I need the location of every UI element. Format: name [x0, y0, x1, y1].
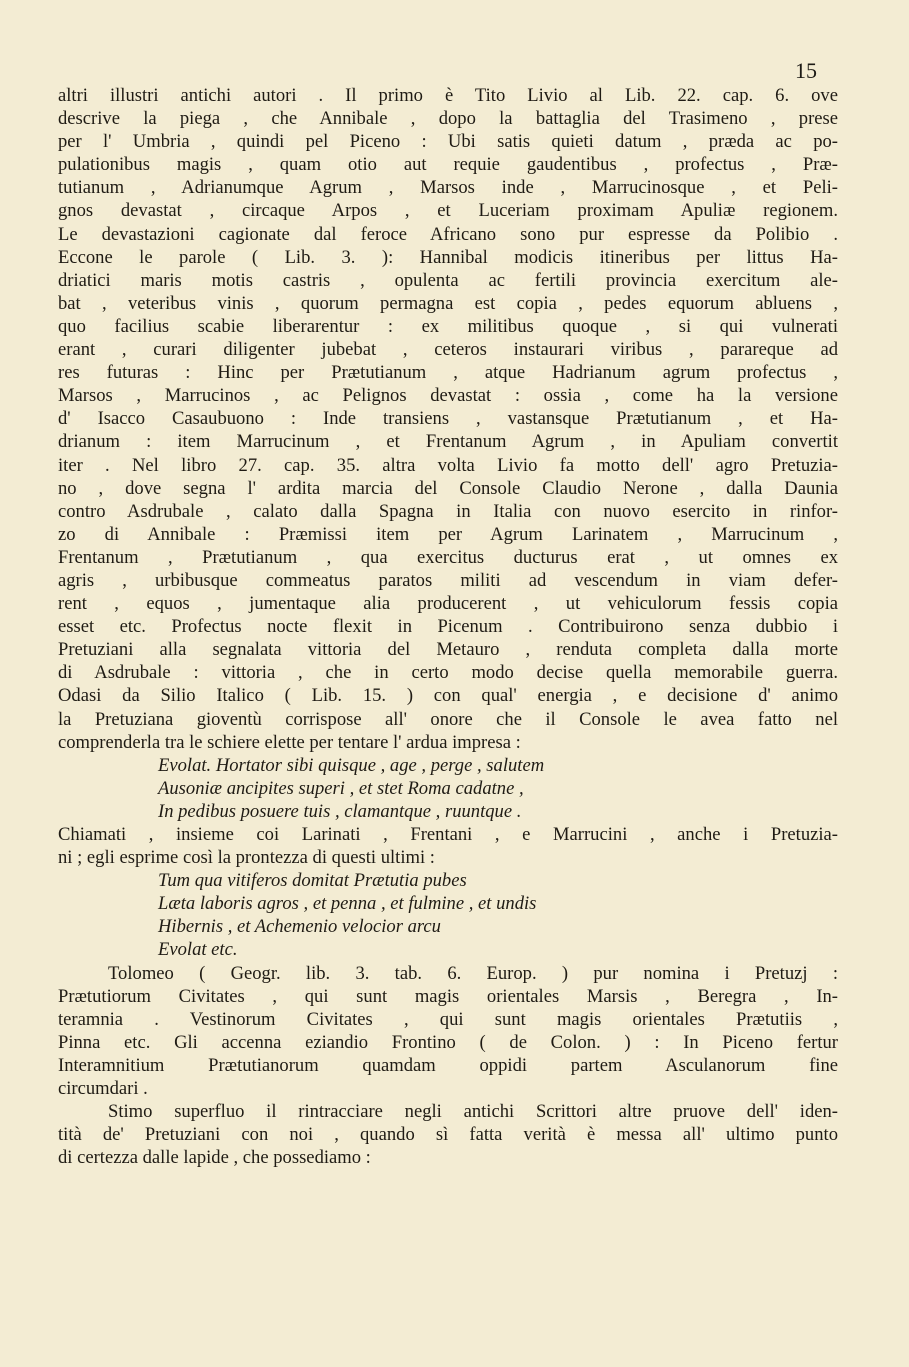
- text-line: la Pretuziana gioventù corrispose all' onore che il Console le avea fatto nel: [58, 708, 838, 730]
- text-line: erant , curari diligenter jubebat , ceteros instaurari viribus , parareque ad: [58, 339, 838, 361]
- text-line: Frentanum , Prætutianum , qua exercitus ducturus erat , ut omnes ex: [58, 546, 838, 568]
- body-text: [58, 84, 838, 1169]
- text-line: comprenderla tra le schiere elette per tentare l' ardua impresa :: [58, 731, 521, 753]
- verse-line: In pedibus posuere tuis , clamantque , ruuntque .: [158, 800, 522, 822]
- text-line: tità de' Pretuziani con noi , quando sì fatta verità è messa all' ultimo punto: [58, 1124, 838, 1146]
- text-line: Le devastazioni cagionate dal feroce Africano sono pur espresse da Polibio .: [58, 223, 838, 245]
- text-line: Marsos , Marrucinos , ac Pelignos devastat : ossia , come ha la versione: [58, 385, 838, 407]
- text-line: no , dove segna l' ardita marcia del Console Claudio Nerone , dalla Daunia: [58, 477, 838, 499]
- verse-line: Læta laboris agros , et penna , et fulmine , et undis: [158, 893, 537, 915]
- text-line: iter . Nel libro 27. cap. 35. altra volta Livio fa motto dell' agro Pretuzia-: [58, 454, 838, 476]
- text-line: altri illustri antichi autori . Il primo è Tito Livio al Lib. 22. cap. 6. ove: [58, 85, 838, 106]
- text-line: res futuras : Hinc per Prætutianum , atque Hadrianum agrum profectus ,: [58, 362, 838, 384]
- text-line: contro Asdrubale , calato dalla Spagna in Italia con nuovo esercito in rinfor-: [58, 500, 838, 522]
- text-line: circumdari .: [58, 1078, 148, 1100]
- text-line: Eccone le parole ( Lib. 3. ): Hannibal modicis itineribus per littus Ha-: [58, 246, 838, 268]
- page-number: 15: [795, 58, 817, 83]
- text-line: drianum : item Marrucinum , et Frentanum Agrum , in Apuliam convertit: [58, 431, 838, 453]
- verse-line: Tum qua vitiferos domitat Prætutia pubes: [158, 870, 467, 892]
- text-line: esset etc. Profectus nocte flexit in Picenum . Contribuirono senza dubbio i: [58, 616, 838, 638]
- text-line: bat , veteribus vinis , quorum permagna est copia , pedes equorum abluens ,: [58, 292, 838, 314]
- text-line: Pinna etc. Gli accenna eziandio Frontino ( de Colon. ) : In Piceno fertur: [58, 1031, 838, 1053]
- text-line: pulationibus magis , quam otio aut requie gaudentibus , profectus , Præ-: [58, 154, 838, 176]
- text-line: rent , equos , jumentaque alia producerent , ut vehiculorum fessis copia: [58, 593, 838, 615]
- text-line: Tolomeo ( Geogr. lib. 3. tab. 6. Europ. ) pur nomina i Pretuzj :: [108, 962, 838, 984]
- text-line: quo facilius scabie liberarentur : ex militibus quoque , si qui vulnerati: [58, 315, 838, 337]
- text-line: Odasi da Silio Italico ( Lib. 15. ) con qual' energia , e decisione d' animo: [58, 685, 838, 707]
- verse-line: Ausoniæ ancipites superi , et stet Roma cadatne ,: [158, 777, 524, 799]
- verse-line: Evolat etc.: [158, 939, 238, 961]
- verse-line: Hibernis , et Achemenio velocior arcu: [158, 916, 441, 938]
- text-line: Chiamati , insieme coi Larinati , Frentani , e Marrucini , anche i Pretuzia-: [58, 824, 838, 845]
- text-line: di Asdrubale : vittoria , che in certo modo decise quella memorabile guerra.: [58, 662, 838, 684]
- text-line: ni ; egli esprime così la prontezza di questi ultimi :: [58, 847, 435, 869]
- text-line: Prætutiorum Civitates , qui sunt magis orientales Marsis , Beregra , In-: [58, 985, 838, 1007]
- verse-line: Evolat. Hortator sibi quisque , age , perge , salutem: [158, 754, 545, 776]
- text-line: per l' Umbria , quindi pel Piceno : Ubi satis quieti datum , præda ac po-: [58, 131, 838, 153]
- text-line: teramnia . Vestinorum Civitates , qui sunt magis orientales Prætutiis ,: [58, 1008, 838, 1030]
- text-line: agris , urbibusque commeatus paratos militi ad vescendum in viam defer-: [58, 569, 838, 591]
- text-line: driatici maris motis castris , opulenta ac fertili provincia exercitum ale-: [58, 269, 838, 291]
- text-line: zo di Annibale : Præmissi item per Agrum Larinatem , Marrucinum ,: [58, 523, 838, 545]
- text-line: d' Isacco Casaubuono : Inde transiens , vastansque Prætutianum , et Ha-: [58, 408, 838, 430]
- text-line: Interamnitium Prætutianorum quamdam oppidi partem Asculanorum fine: [58, 1054, 838, 1076]
- text-line: gnos devastat , circaque Arpos , et Luceriam proximam Apuliæ regionem.: [58, 200, 838, 222]
- text-line: Stimo superfluo il rintracciare negli antichi Scrittori altre pruove dell' iden-: [108, 1101, 838, 1123]
- text-line: Pretuziani alla segnalata vittoria del Metauro , renduta completa dalla morte: [58, 639, 838, 661]
- text-line: descrive la piega , che Annibale , dopo la battaglia del Trasimeno , prese: [58, 108, 838, 130]
- text-line: tutianum , Adrianumque Agrum , Marsos inde , Marrucinosque , et Peli-: [58, 177, 838, 199]
- text-line: di certezza dalle lapide , che possediamo :: [58, 1147, 371, 1169]
